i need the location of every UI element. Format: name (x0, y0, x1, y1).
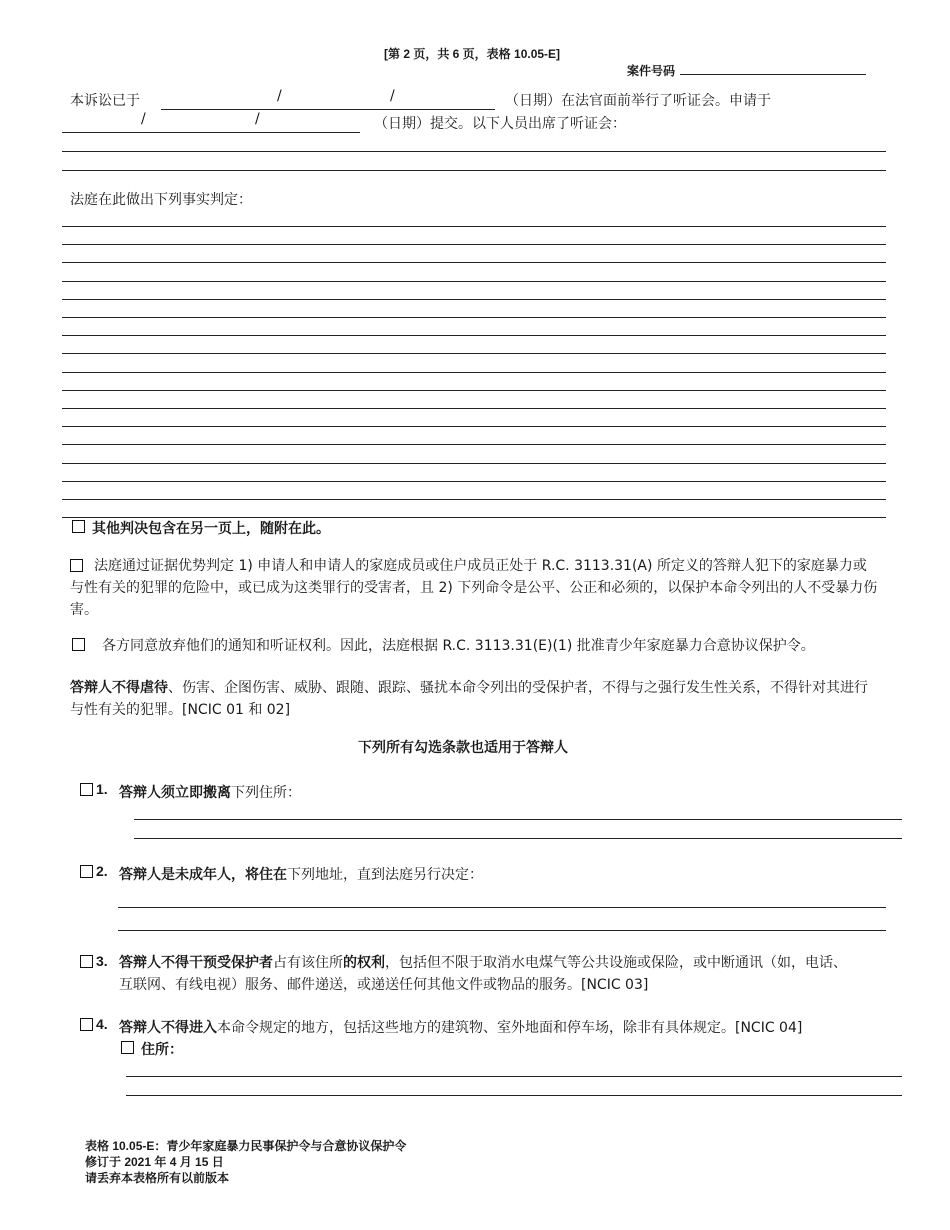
findings-line[interactable] (62, 426, 886, 427)
item-4-number: 4. (96, 1016, 108, 1032)
item-3-checkbox[interactable] (80, 955, 93, 968)
findings-line[interactable] (62, 390, 886, 391)
footer-revision: 修订于 2021 年 4 月 15 日 (85, 1155, 224, 1169)
preponderance-text: 法庭通过证据优势判定 1) 申请人和申请人的家庭成员或住户成员正处于 R.C. 3113.31(A) 所定义的答辩人犯下的家庭暴力或与性有关的犯罪的危险中，或已成为这类罪行的受害者，且 2) 下列命令是公平、公正和必须的，以保护本命令列出的人不受暴力伤害。 (70, 558, 878, 618)
item-3-bold2: 的权利 (343, 955, 385, 971)
attendees-line[interactable] (62, 151, 886, 152)
prohibition-text (70, 677, 870, 721)
item-1-address-line[interactable] (134, 819, 902, 820)
item-3-rest: ，包括但不限于取消水电煤气等公共设施或保险，或中断通讯（如，电话、互联网、有线电视）服务、邮件递送，或递送任何其他文件或物品的服务。[NCIC 03] (119, 955, 847, 993)
footer-form-title: 表格 10.05-E：青少年家庭暴力民事保护令与合意协议保护令 (85, 1139, 407, 1153)
findings-line[interactable] (62, 408, 886, 409)
findings-line[interactable] (62, 226, 886, 227)
item-2-bold: 答辩人是未成年人，将住在 (119, 867, 287, 883)
findings-label: 法庭在此做出下列事实判定： (70, 192, 252, 208)
hearing-intro: 本诉讼已于 (70, 93, 140, 109)
item-2-rest: 下列地址，直到法庭另行决定： (287, 867, 483, 883)
date-slash: / (255, 111, 260, 127)
residence-checkbox[interactable] (121, 1041, 134, 1054)
findings-line[interactable] (62, 499, 886, 500)
hearing-date-label: （日期）在法官面前举行了听证会。申请于 (505, 93, 771, 109)
attendees-line[interactable] (62, 170, 886, 171)
findings-line[interactable] (62, 463, 886, 464)
other-findings-text: 其他判决包含在另一页上，随附在此。 (92, 521, 330, 537)
page-info: [第 2 页，共 6 页，表格 10.05-E] (384, 47, 561, 61)
item-1-rest: 下列住所： (231, 785, 301, 801)
findings-line[interactable] (62, 299, 886, 300)
date-slash: / (277, 88, 282, 104)
item-2-checkbox[interactable] (80, 865, 93, 878)
footer-discard-note: 请丢弃本表格所有以前版本 (85, 1171, 230, 1185)
consent-checkbox[interactable] (72, 638, 85, 651)
item-3-number: 3. (96, 953, 108, 969)
filing-date-label: （日期）提交。以下人员出席了听证会： (374, 116, 626, 132)
findings-line[interactable] (62, 444, 886, 445)
date-slash: / (390, 88, 395, 104)
other-findings-checkbox[interactable] (72, 520, 85, 533)
residence-line[interactable] (126, 1076, 902, 1077)
item-1-bold: 答辩人须立即搬离 (119, 785, 231, 801)
item-1-address-line[interactable] (134, 838, 902, 839)
item-2-number: 2. (96, 863, 108, 879)
item-1-number: 1. (96, 781, 108, 797)
findings-line[interactable] (62, 353, 886, 354)
findings-line[interactable] (62, 317, 886, 318)
item-3-text (119, 952, 849, 996)
item-4-text (119, 1017, 802, 1037)
item-1-checkbox[interactable] (80, 783, 93, 796)
findings-line[interactable] (62, 372, 886, 373)
item-2-text (119, 864, 483, 884)
findings-line[interactable] (62, 481, 886, 482)
residence-line[interactable] (126, 1095, 902, 1096)
item-3-mid: 占有该住所 (273, 955, 343, 971)
item-4-rest: 本命令规定的地方，包括这些地方的建筑物、室外地面和停车场，除非有具体规定。[NCIC 04] (217, 1020, 803, 1036)
case-number-label: 案件号码 (627, 64, 676, 78)
item-1-text (119, 782, 301, 802)
prohibition-bold: 答辩人不得虐待 (70, 680, 168, 696)
findings-line[interactable] (62, 244, 886, 245)
findings-line[interactable] (62, 281, 886, 282)
findings-line[interactable] (62, 262, 886, 263)
findings-line[interactable] (62, 335, 886, 336)
consent-text: 各方同意放弃他们的通知和听证权利。因此，法庭根据 R.C. 3113.31(E)(1) 批准青少年家庭暴力合意协议保护令。 (102, 638, 815, 654)
hearing-date-field[interactable] (161, 109, 495, 110)
case-number-field[interactable] (680, 74, 866, 75)
filing-date-field[interactable] (62, 132, 360, 133)
section-heading: 下列所有勾选条款也适用于答辩人 (358, 740, 568, 756)
item-4-bold: 答辩人不得进入 (119, 1020, 217, 1036)
item-4-checkbox[interactable] (80, 1018, 93, 1031)
item-3-bold: 答辩人不得干预受保护者 (119, 955, 273, 971)
date-slash: / (141, 111, 146, 127)
prohibition-rest: 、伤害、企图伤害、威胁、跟随、跟踪、骚扰本命令列出的受保护者，不得与之强行发生性关系，不得针对其进行与性有关的犯罪。[NCIC 01 和 02] (70, 680, 868, 718)
item-2-address-line[interactable] (118, 907, 886, 908)
item-2-address-line[interactable] (118, 930, 886, 931)
residence-label: 住所： (141, 1042, 183, 1058)
